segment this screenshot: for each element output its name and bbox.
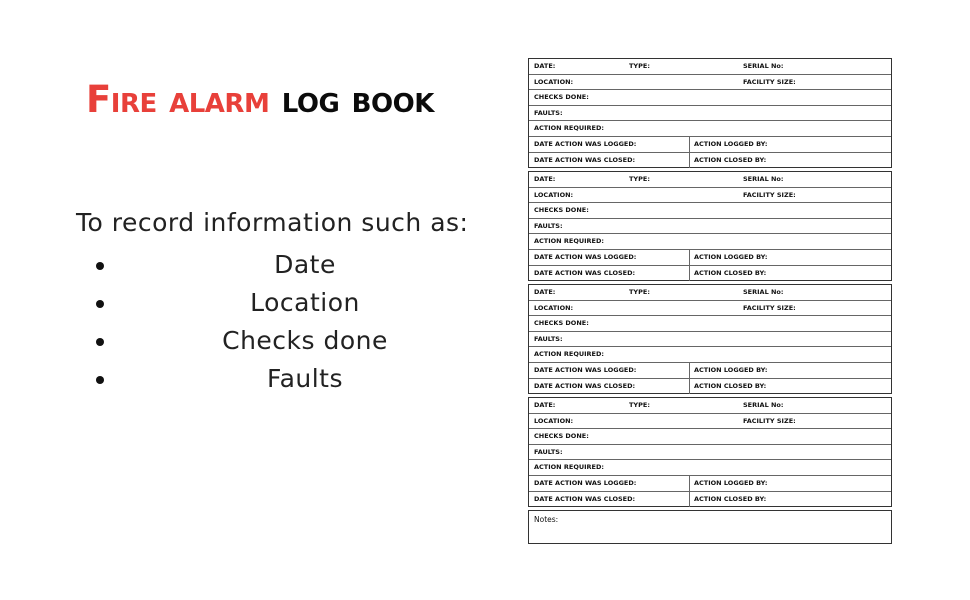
- notes-box: [528, 510, 892, 544]
- closed-by-label: ACTION CLOSED BY:: [694, 494, 767, 503]
- log-entry-block: [528, 284, 892, 394]
- log-entry-block: [528, 171, 892, 281]
- form-row: [529, 250, 891, 266]
- list-item: Location: [90, 284, 490, 322]
- date-label: DATE:: [534, 288, 556, 296]
- closed-by-label: ACTION CLOSED BY:: [694, 268, 767, 277]
- action-required-label: ACTION REQUIRED:: [534, 237, 604, 246]
- serial-label: SERIAL No:: [743, 175, 784, 183]
- form-row: [529, 106, 891, 122]
- location-label: LOCATION:: [534, 190, 574, 199]
- logged-by-label: ACTION LOGGED BY:: [694, 365, 768, 374]
- date-label: DATE:: [534, 62, 556, 70]
- checks-done-label: CHECKS DONE:: [534, 319, 589, 328]
- form-row: [529, 347, 891, 363]
- serial-label: SERIAL No:: [743, 62, 784, 70]
- form-row: [529, 285, 891, 301]
- column-divider: [689, 476, 690, 491]
- closed-by-label: ACTION CLOSED BY:: [694, 155, 767, 164]
- serial-label: SERIAL No:: [743, 401, 784, 409]
- form-row: [529, 153, 891, 169]
- form-row: [529, 59, 891, 75]
- list-item: Faults: [90, 360, 490, 398]
- checks-done-label: CHECKS DONE:: [534, 206, 589, 215]
- date-closed-label: DATE ACTION WAS CLOSED:: [534, 268, 636, 277]
- closed-by-label: ACTION CLOSED BY:: [694, 381, 767, 390]
- date-logged-label: DATE ACTION WAS LOGGED:: [534, 252, 637, 261]
- action-required-label: ACTION REQUIRED:: [534, 350, 604, 359]
- faults-label: FAULTS:: [534, 447, 563, 456]
- facility-size-label: FACILITY SIZE:: [743, 303, 796, 312]
- date-closed-label: DATE ACTION WAS CLOSED:: [534, 494, 636, 503]
- form-row: [529, 460, 891, 476]
- log-entry-block: [528, 58, 892, 168]
- faults-label: FAULTS:: [534, 108, 563, 117]
- date-label: DATE:: [534, 175, 556, 183]
- form-row: [529, 172, 891, 188]
- column-divider: [689, 266, 690, 282]
- log-form-page: [528, 58, 892, 544]
- location-label: LOCATION:: [534, 303, 574, 312]
- form-row: [529, 266, 891, 282]
- title-fire-alarm: Fire alarm: [86, 78, 270, 121]
- logged-by-label: ACTION LOGGED BY:: [694, 478, 768, 487]
- date-label: DATE:: [534, 401, 556, 409]
- type-label: TYPE:: [629, 175, 650, 183]
- form-row: [529, 137, 891, 153]
- checks-done-label: CHECKS DONE:: [534, 93, 589, 102]
- date-logged-label: DATE ACTION WAS LOGGED:: [534, 365, 637, 374]
- form-row: [529, 316, 891, 332]
- type-label: TYPE:: [629, 401, 650, 409]
- date-closed-label: DATE ACTION WAS CLOSED:: [534, 381, 636, 390]
- facility-size-label: FACILITY SIZE:: [743, 416, 796, 425]
- logged-by-label: ACTION LOGGED BY:: [694, 139, 768, 148]
- form-row: [529, 203, 891, 219]
- page-title: [86, 78, 506, 121]
- intro-text: To record information such as:: [76, 208, 469, 237]
- action-required-label: ACTION REQUIRED:: [534, 124, 604, 133]
- facility-size-label: FACILITY SIZE:: [743, 190, 796, 199]
- date-closed-label: DATE ACTION WAS CLOSED:: [534, 155, 636, 164]
- facility-size-label: FACILITY SIZE:: [743, 77, 796, 86]
- action-required-label: ACTION REQUIRED:: [534, 463, 604, 472]
- faults-label: FAULTS:: [534, 334, 563, 343]
- location-label: LOCATION:: [534, 416, 574, 425]
- type-label: TYPE:: [629, 62, 650, 70]
- bullet-icon: [96, 338, 104, 346]
- form-row: [529, 363, 891, 379]
- form-row: [529, 445, 891, 461]
- bullet-icon: [96, 262, 104, 270]
- notes-label: Notes:: [534, 515, 559, 524]
- date-logged-label: DATE ACTION WAS LOGGED:: [534, 478, 637, 487]
- form-row: [529, 398, 891, 414]
- bullet-icon: [96, 300, 104, 308]
- feature-list: [90, 246, 490, 398]
- date-logged-label: DATE ACTION WAS LOGGED:: [534, 139, 637, 148]
- form-row: [529, 379, 891, 395]
- form-row: [529, 188, 891, 204]
- location-label: LOCATION:: [534, 77, 574, 86]
- column-divider: [689, 363, 690, 378]
- list-item: Date: [90, 246, 490, 284]
- column-divider: [689, 492, 690, 508]
- form-row: [529, 301, 891, 317]
- logged-by-label: ACTION LOGGED BY:: [694, 252, 768, 261]
- form-row: [529, 332, 891, 348]
- bullet-icon: [96, 376, 104, 384]
- faults-label: FAULTS:: [534, 221, 563, 230]
- form-row: [529, 414, 891, 430]
- form-row: [529, 476, 891, 492]
- checks-done-label: CHECKS DONE:: [534, 432, 589, 441]
- log-entry-block: [528, 397, 892, 507]
- form-row: [529, 121, 891, 137]
- serial-label: SERIAL No:: [743, 288, 784, 296]
- title-log-book: log book: [281, 78, 434, 121]
- form-row: [529, 234, 891, 250]
- list-item: Checks done: [90, 322, 490, 360]
- form-row: [529, 492, 891, 508]
- column-divider: [689, 250, 690, 265]
- form-row: [529, 75, 891, 91]
- form-row: [529, 219, 891, 235]
- form-row: [529, 429, 891, 445]
- column-divider: [689, 153, 690, 169]
- type-label: TYPE:: [629, 288, 650, 296]
- form-row: [529, 90, 891, 106]
- column-divider: [689, 379, 690, 395]
- column-divider: [689, 137, 690, 152]
